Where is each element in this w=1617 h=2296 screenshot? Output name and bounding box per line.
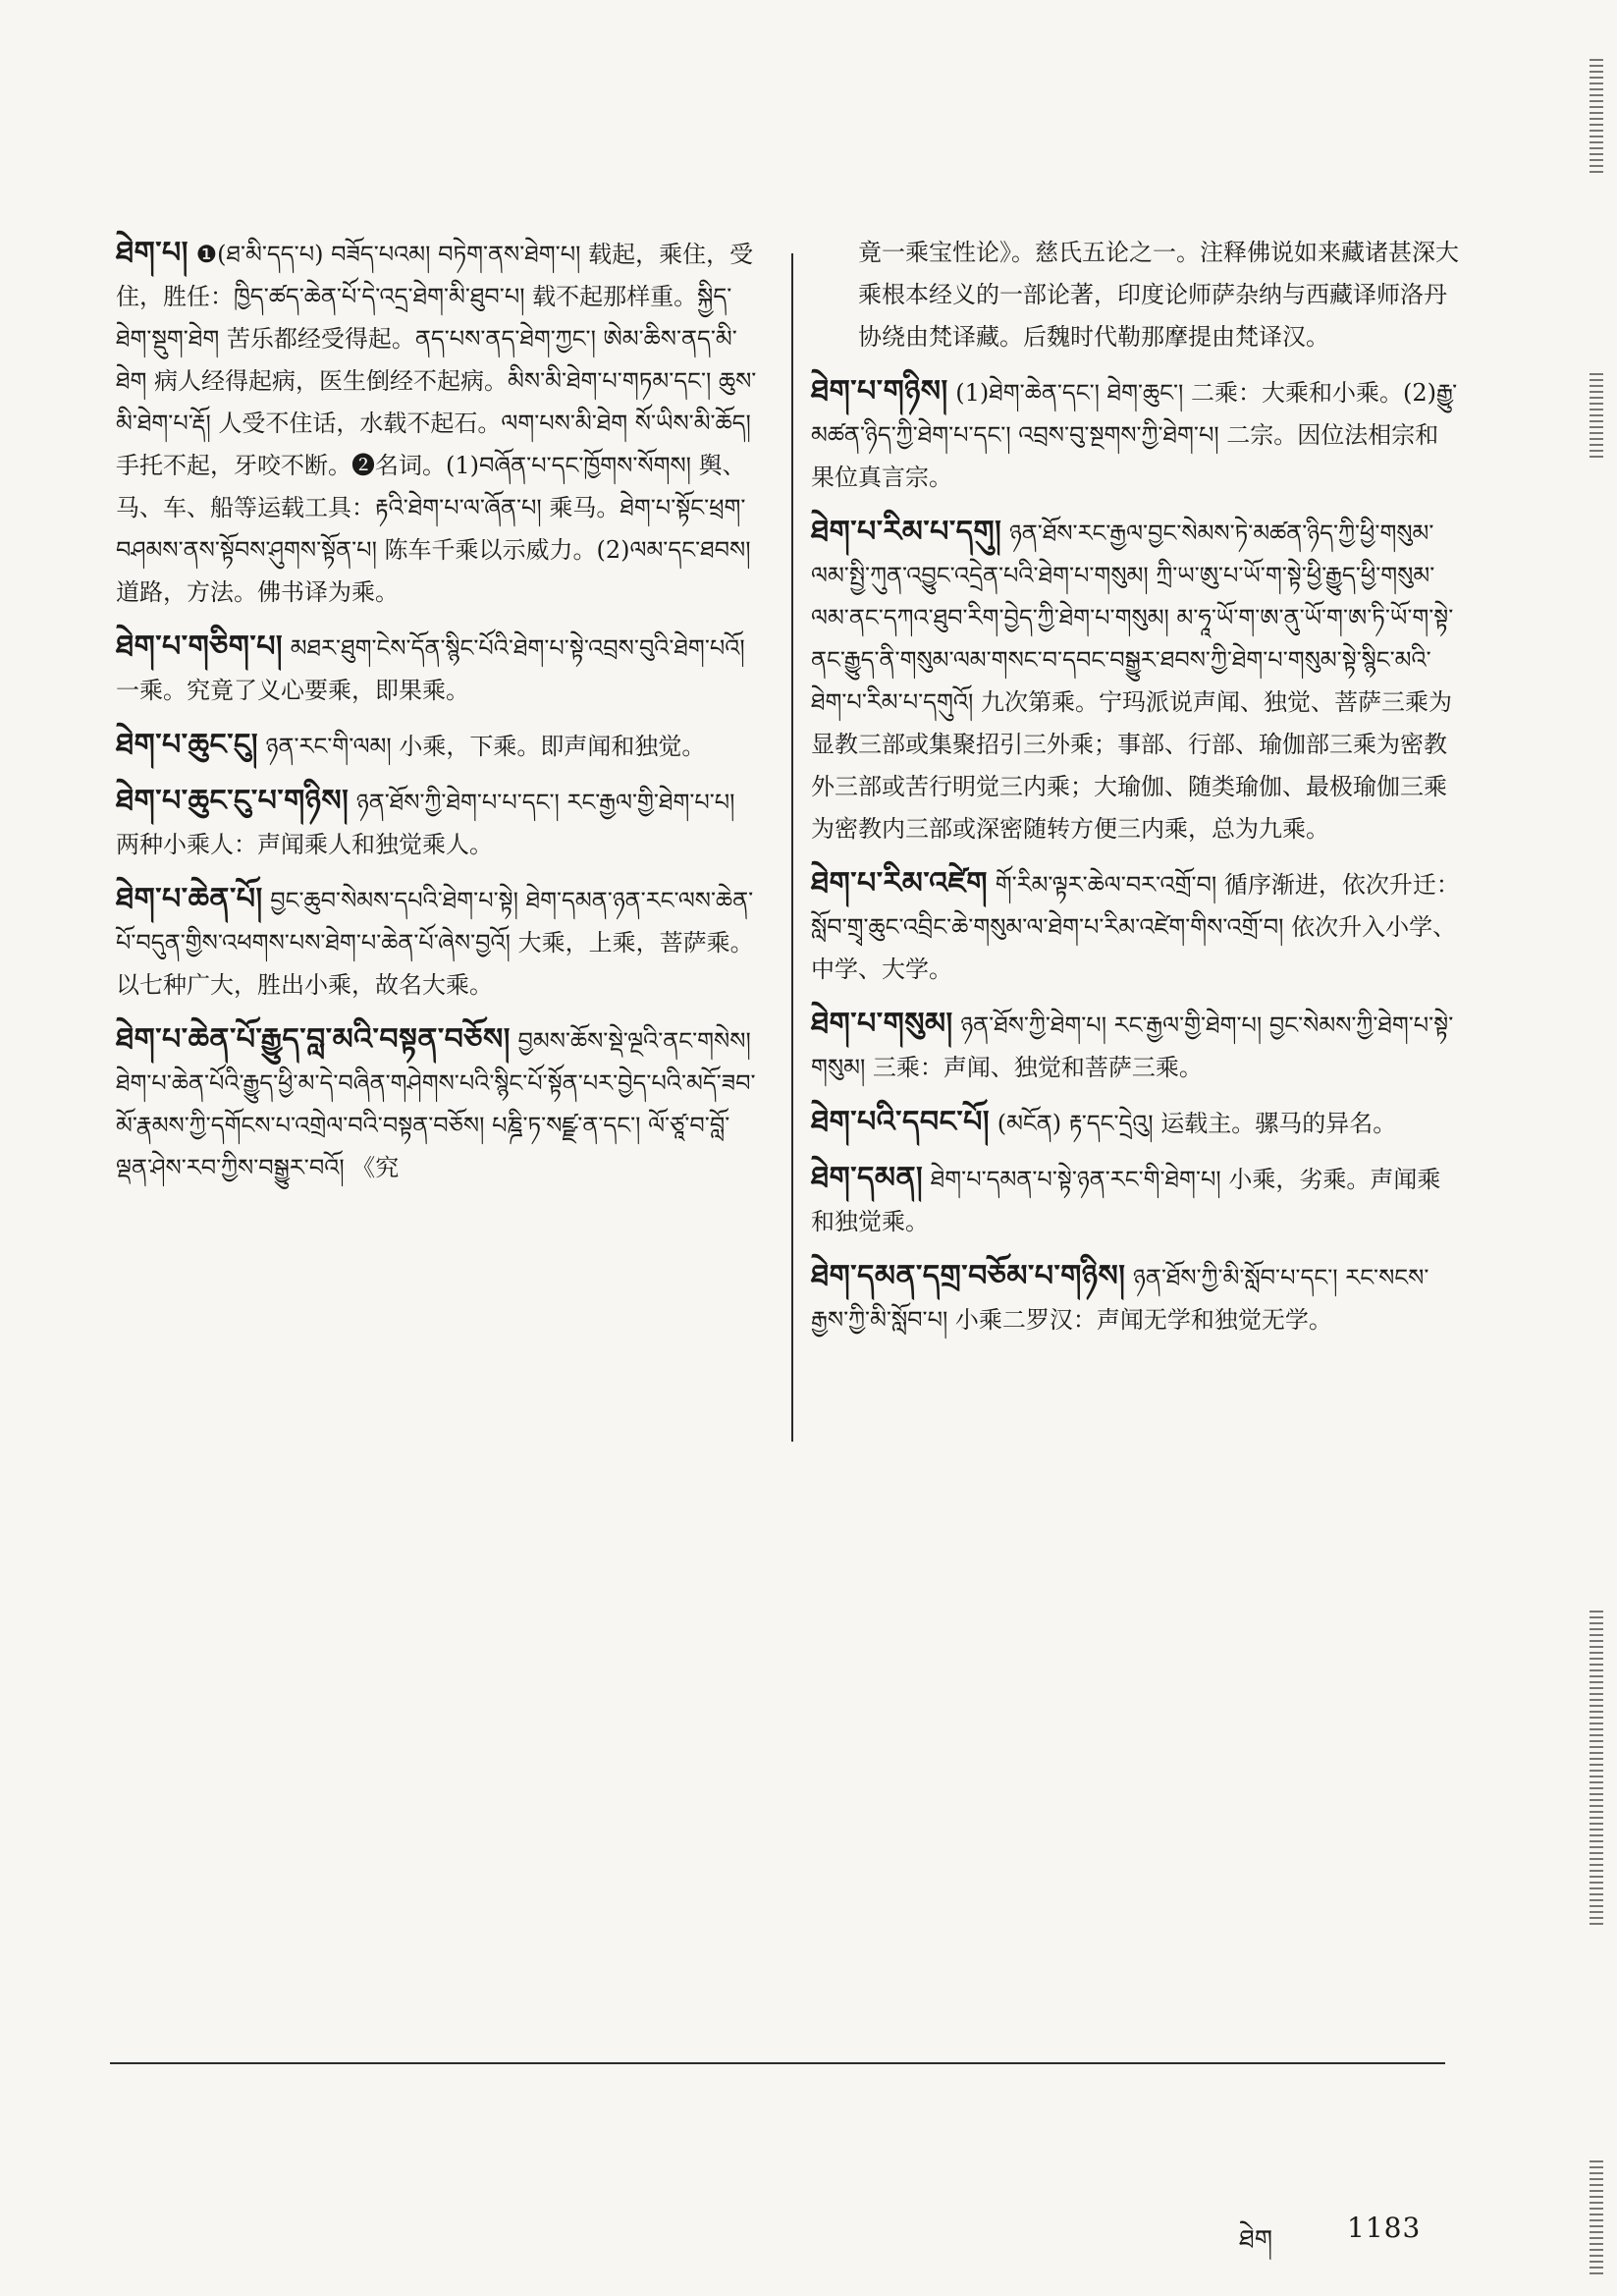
entry-definition: ཉན་ཐོས་རང་རྒྱལ་བྱང་སེམས་ཏེ་མཚན་ཉིད་ཀྱི་ཕྱི་གསུམ་ལམ་སྤྱི་ཀུན་འབྱུང་འདྲེན་པའི་ཐེག་པ་གསུམ། ཀྲི་ཡ་ཨུ་པ་ཡོ་ག་སྟེ་ཕྱི་རྒྱུད་ཕྱི་གསུམ་ལམ་ནང་དཀའ་ཐུབ་རིག་བྱེད་ཀྱི་ཐེག་པ་གསུམ། མ་ཧཱ་ཡོ་ག་ཨ་ནུ་ཡོ་ག་ཨ་ཏི་ཡོ་ག་སྟེ་ནང་རྒྱུད་ནི་གསུམ་ལམ་གསང་བ་དབང་བསྒྱུར་ཐབས་ཀྱི་ཐེག་པ་གསུམ་སྟེ་སྙིང་མའི་ཐེག་པ་རིམ་པ་དགུའོ། 九次第乘。宁玛派说声闻、独觉、菩萨三乘为显教三部或集聚招引三外乘；事部、行部、瑜伽部三乘为密教外三部或苦行明觉三内乘；大瑜伽、随类瑜伽、最极瑜伽三乘为密教内三部或深密随转方便三内乘，总为九乘。: [811, 519, 1454, 843]
dictionary-entry: [116, 232, 764, 614]
entry-headword: ཐེག་པ་གཉིས།: [811, 374, 948, 409]
entry-definition: ཉན་ཐོས་ཀྱི་མི་སློབ་པ་དང་། རང་སངས་རྒྱས་ཀྱི་མི་སློབ་པ། 小乘二罗汉：声闻无学和独觉无学。: [811, 1264, 1429, 1334]
entry-definition: ཉན་རང་གི་ལམ། 小乘，下乘。即声闻和独觉。: [265, 733, 706, 760]
margin-scan-mark: [1590, 373, 1603, 462]
entry-definition: གོ་རིམ་ལྟར་ཆེལ་བར་འགྲོ་བ། 循序渐进，依次升迁：སློབ་གྲྭ་ཆུང་འབྲིང་ཆེ་གསུམ་ལ་ཐེག་པ་རིམ་འཛེག་གིས་འགྲོ་བ། 依次升入小学、中学、大学。: [811, 871, 1460, 983]
dictionary-entry: [116, 626, 764, 712]
footer-running-word: ཐེག: [1239, 2225, 1273, 2255]
entry-headword: ཐེག་པ་གསུམ།: [811, 1007, 953, 1041]
entry-headword: ཐེག་པ་རིམ་འཛེག: [811, 866, 989, 901]
entry-headword: ཐེག་པ་ཆུང་ངུ་པ་གཉིས།: [116, 784, 350, 818]
page-number: 1183: [1347, 2212, 1422, 2244]
entry-definition: བྱམས་ཆོས་སྡེ་ལྔའི་ནང་གསེས། ཐེག་པ་ཆེན་པོའི་རྒྱུད་ཕྱི་མ་དེ་བཞིན་གཤེགས་པའི་སྙིང་པོ་སྟོན་པར་བྱེད་པའི་མདོ་ཟབ་མོ་རྣམས་ཀྱི་དགོངས་པ་འགྲེལ་བའི་བསྟན་བཅོས། པཎྜི་ཏ་སཛྫ་ན་དང་། ལོ་ཙཱ་བ་བློ་ལྡན་ཤེས་རབ་ཀྱིས་བསྒྱུར་བའོ། 《究: [116, 1027, 756, 1181]
entry-definition: ཐེག་པ་དམན་པ་སྟེ་ཉན་རང་གི་ཐེག་པ། 小乘，劣乘。声闻乘和独觉乘。: [811, 1166, 1441, 1235]
dictionary-entry: [116, 1018, 764, 1189]
entry-headword: ཐེག་པ་རིམ་པ་དགུ།: [811, 515, 1002, 549]
dictionary-entry: [811, 370, 1461, 499]
dictionary-entry: [811, 862, 1461, 991]
entry-headword: ཐེག་དམན།: [811, 1161, 924, 1195]
margin-scan-mark: [1590, 2160, 1603, 2278]
entry-continuation: 竟一乘宝性论》。慈氏五论之一。注释佛说如来藏诸甚深大乘根本经义的一部论著，印度论师萨杂纳与西藏译师洛丹协绕由梵译藏。后魏时代勒那摩提由梵译汉。: [858, 239, 1459, 351]
left-column: [116, 232, 764, 1201]
dictionary-entry: [116, 878, 764, 1007]
right-column: [811, 232, 1461, 1353]
entry-definition: (མངོན) རྟ་དང་དྲེའུ། 运载主。骡马的异名。: [997, 1110, 1397, 1137]
entry-headword: ཐེག་པ་གཅིག་པ།: [116, 629, 284, 664]
footer-rule: [110, 2062, 1445, 2064]
entry-headword: ཐེག་པ་ཆེན་པོ།: [116, 882, 263, 916]
dictionary-entry: [811, 1157, 1461, 1243]
entry-definition: (1)ཐེག་ཆེན་དང་། ཐེག་ཆུང་། 二乘：大乘和小乘。(2)རྒྱུ་མཚན་ཉིད་ཀྱི་ཐེག་པ་དང་། འབྲས་བུ་སྔགས་ཀྱི་ཐེག་པ། 二宗。因位法相宗和果位真言宗。: [811, 379, 1458, 491]
entry-headword: ཐེག་དམན་དགྲ་བཅོམ་པ་གཉིས།: [811, 1259, 1126, 1293]
entry-definition: བྱང་ཆུབ་སེམས་དཔའི་ཐེག་པ་སྟེ། ཐེག་དམན་ཉན་རང་ལས་ཆེན་པོ་བདུན་གྱིས་འཕགས་པས་ཐེག་པ་ཆེན་པོ་ཞེས་བྱའོ། 大乘，上乘，菩萨乘。以七种广大，胜出小乘，故名大乘。: [116, 887, 754, 999]
dictionary-entry: [811, 511, 1461, 850]
margin-scan-mark: [1590, 1611, 1603, 1925]
entry-definition: ཉན་ཐོས་ཀྱི་ཐེག་པ། རང་རྒྱལ་གྱི་ཐེག་པ། བྱང་སེམས་ཀྱི་ཐེག་པ་སྟེ་གསུམ། 三乘：声闻、独觉和菩萨三乘。: [811, 1011, 1454, 1081]
entry-headword: ཐེག་པའི་དབང་པོ།: [811, 1105, 991, 1139]
column-divider: [791, 253, 793, 1442]
entry-headword: ཐེག་པ་ཆུང་ངུ།: [116, 728, 259, 762]
dictionary-entry: [811, 1101, 1461, 1145]
entry-headword: ཐེག་པ་ཆེན་པོ་རྒྱུད་བླ་མའི་བསྟན་བཅོས།: [116, 1022, 511, 1057]
dictionary-entry: [116, 724, 764, 768]
entry-definition: ཉན་ཐོས་ཀྱི་ཐེག་པ་པ་དང་། རང་རྒྱལ་གྱི་ཐེག་པ་པ། 两种小乘人：声闻乘人和独觉乘人。: [116, 789, 735, 858]
entry-headword: ཐེག་པ།: [116, 236, 189, 270]
dictionary-entry: [116, 780, 764, 866]
dictionary-entry: [811, 1003, 1461, 1089]
entry-definition: ❶(ཐ་མི་དད་པ) བཟོད་པའམ། བཏེག་ནས་ཐེག་པ། 载起，乘住，受住，胜任：ཁྱིད་ཚད་ཆེན་པོ་དེ་འདྲ་ཐེག་མི་ཐུབ་པ། 载不起那样重。སྐྱིད་ཐེག་སྡུག་ཐེག 苦乐都经受得起。ནད་པས་ནད་ཐེག་ཀྱང་། ཨེམ་ཆིས་ནད་མི་ཐེག 病人经得起病，医生倒经不起病。མིས་མི་ཐེག་པ་གཏམ་དང་། ཆུས་མི་ཐེག་པ་རྡོ། 人受不住话，水载不起石。ལག་པས་མི་ཐེག སོ་ཡིས་མི་ཆོད། 手托不起，牙咬不断。❷名词。(1)བཞོན་པ་དང་ཁྱོགས་སོགས། 舆、马、车、船等运载工具：རྟའི་ཐེག་པ་ལ་ཞོན་པ། 乘马。ཐེག་པ་སྟོང་ཕྲག་བཤམས་ནས་སྟོབས་ཤུགས་སྟོན་པ། 陈车千乘以示威力。(2)ལམ་དང་ཐབས། 道路，方法。佛书译为乘。: [116, 241, 757, 606]
entry-definition: མཐར་ཐུག་ངེས་དོན་སྙིང་པོའི་ཐེག་པ་སྟེ་འབྲས་བུའི་ཐེག་པའོ། 一乘。究竟了义心要乘，即果乘。: [116, 634, 745, 704]
margin-scan-mark: [1590, 59, 1603, 177]
dictionary-entry: [811, 1255, 1461, 1341]
